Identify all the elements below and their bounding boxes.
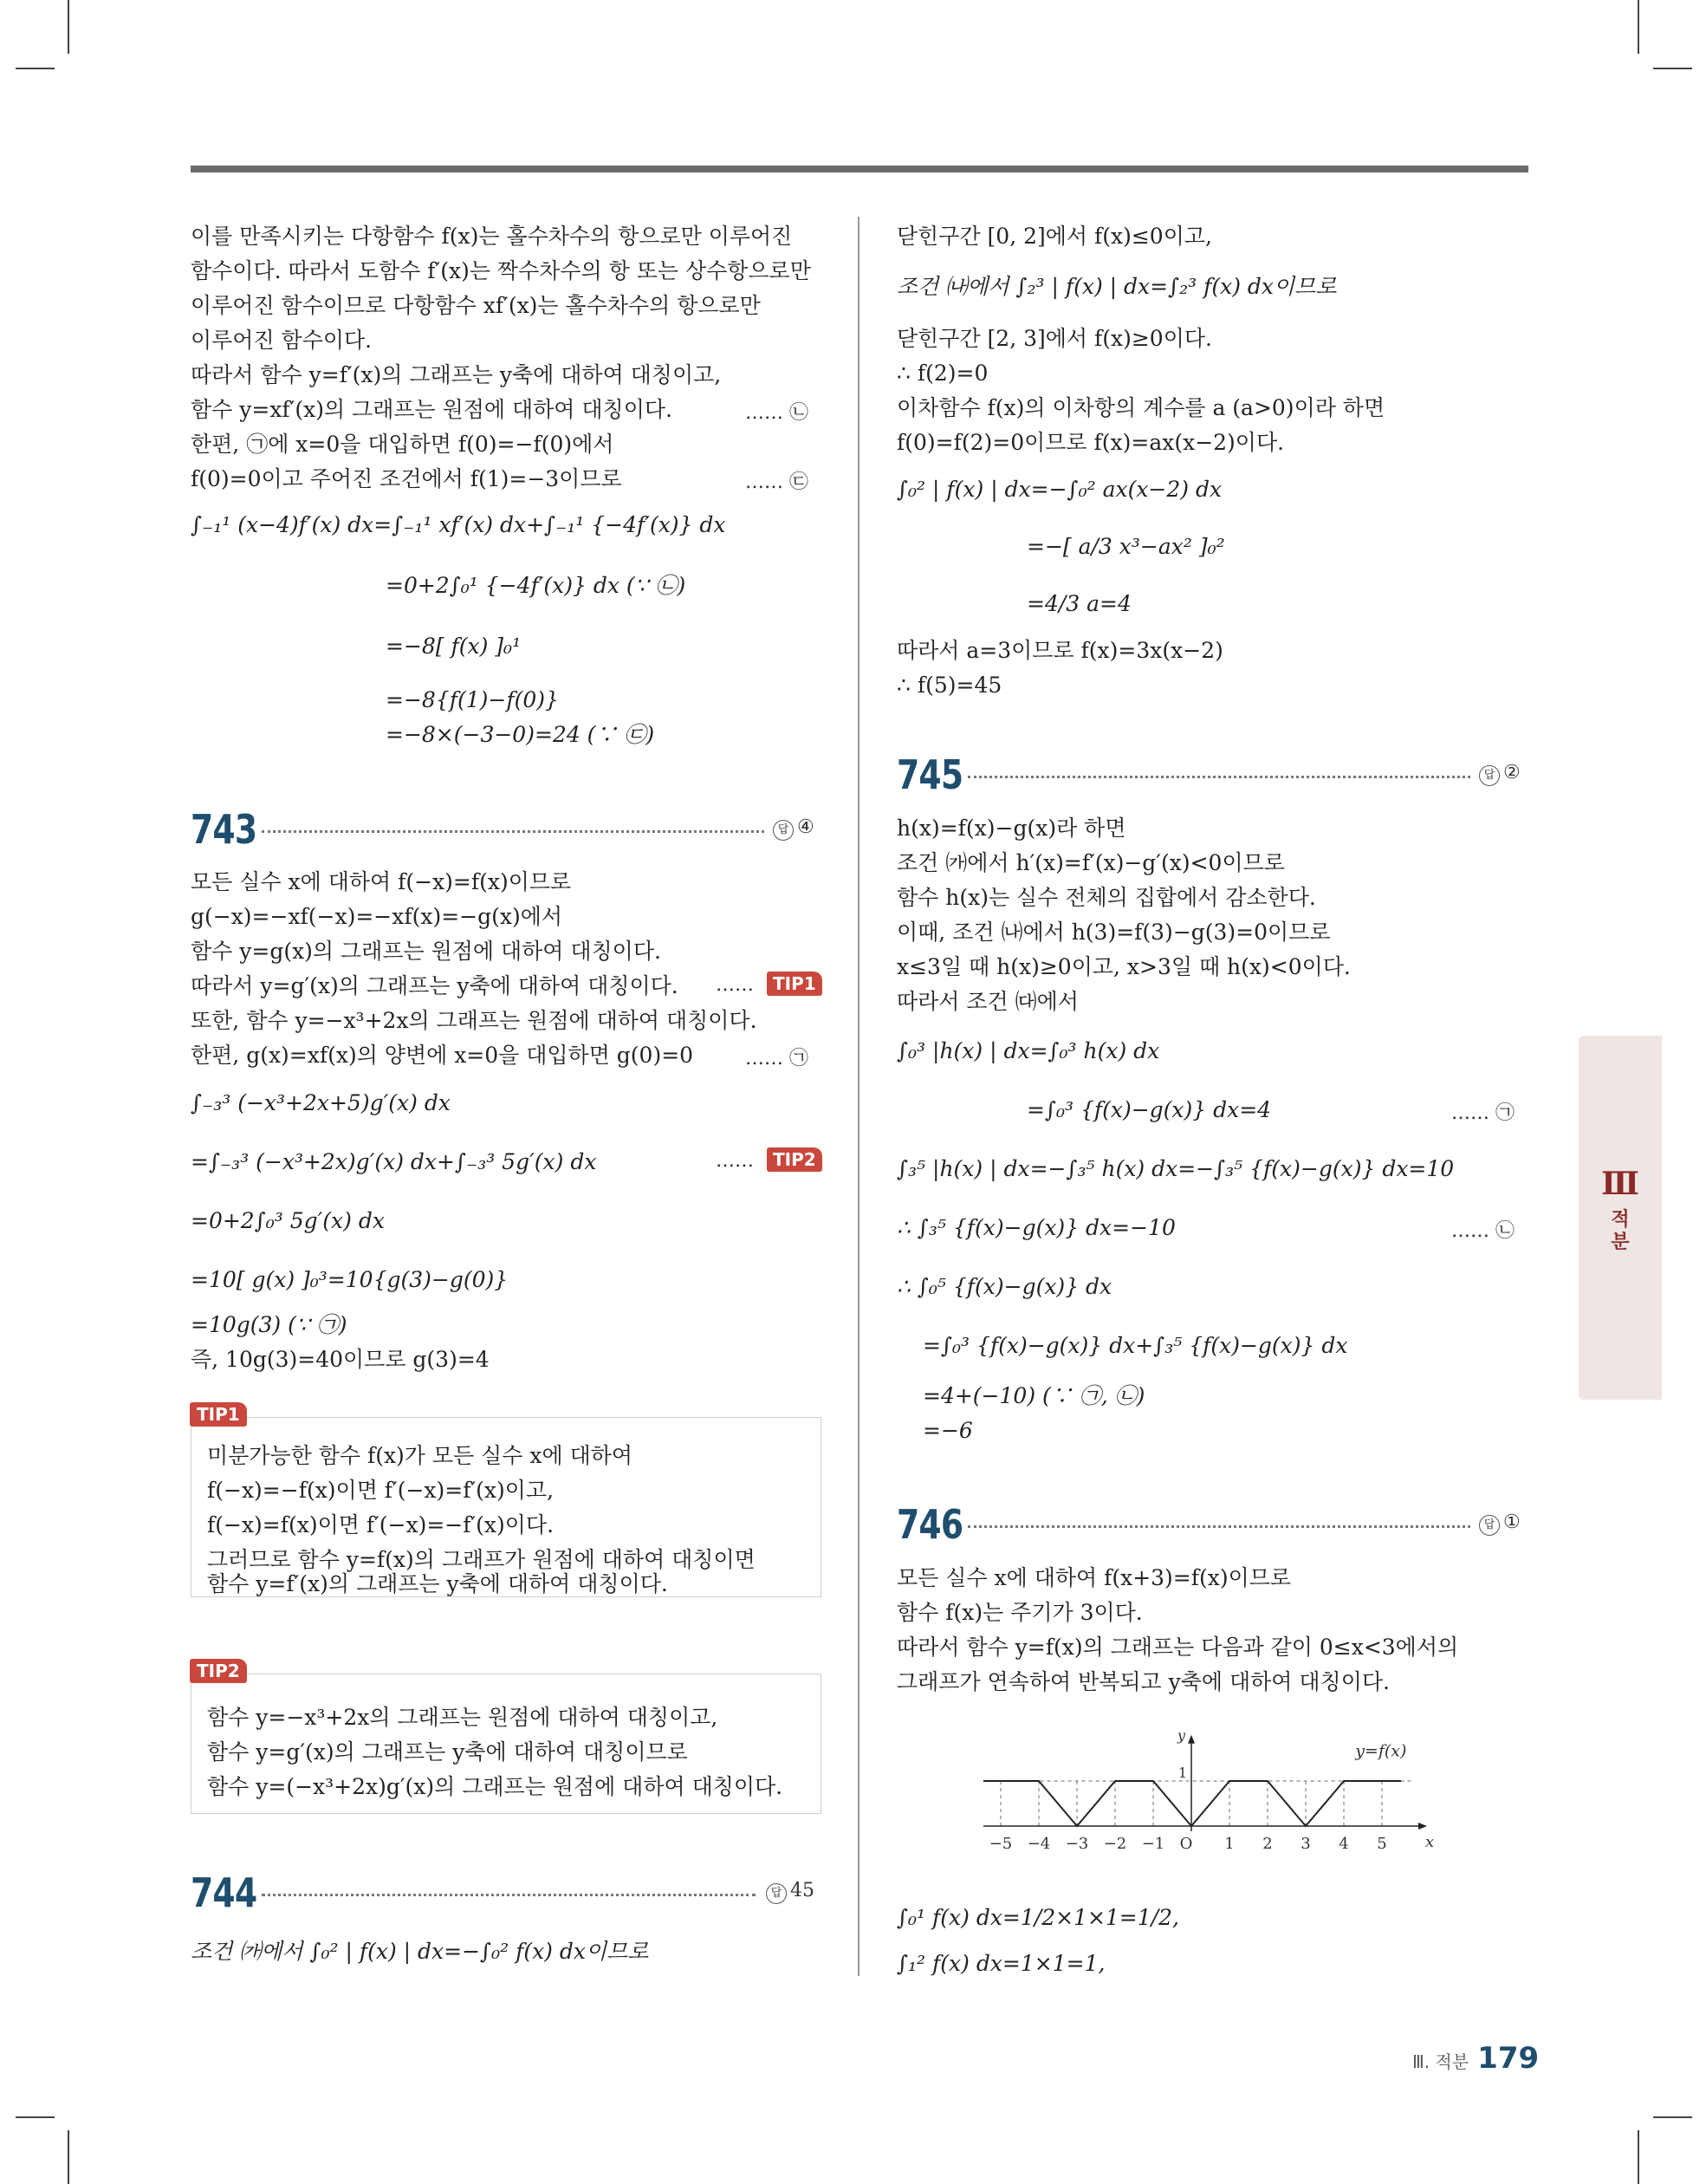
text-line: ∴ f(5)=45 — [897, 673, 1002, 698]
text-line: 함수이다. 따라서 도함수 f′(x)는 짝수차수의 항 또는 상수항으로만 — [191, 258, 811, 283]
text-line: 이차함수 f(x)의 이차항의 계수를 a (a>0)이라 하면 — [897, 395, 1385, 420]
tip1-tag: TIP1 — [190, 1402, 247, 1427]
equation: =4+(−10) (∵ ㉠, ㉡) — [923, 1383, 1145, 1408]
ref-mark: …… ㉠ — [1451, 1102, 1515, 1124]
equation: =∫₀³ {f(x)−g(x)} dx=4 — [1027, 1097, 1272, 1122]
answer-label — [1479, 762, 1521, 786]
question-header-743 — [191, 806, 823, 853]
question-header-744 — [191, 1869, 823, 1916]
answer-label — [1479, 1511, 1521, 1536]
text-line: 또한, 함수 y=−x³+2x의 그래프는 원점에 대하여 대칭이다. — [191, 1008, 757, 1033]
text-line: ∴ f(2)=0 — [897, 361, 989, 386]
x-tick-label: O — [1179, 1835, 1193, 1853]
crop-mark — [1653, 2116, 1692, 2118]
curve-line — [983, 1781, 1401, 1826]
equation: =10g(3) (∵ ㉠) — [191, 1312, 347, 1337]
text-line: 따라서 함수 y=f′(x)의 그래프는 y축에 대하여 대칭이고, — [191, 362, 722, 387]
answer-value: ④ — [797, 816, 814, 838]
text-line: 그래프가 연속하여 반복되고 y축에 대하여 대칭이다. — [897, 1669, 1390, 1694]
x-tick-label: 1 — [1224, 1835, 1235, 1853]
chapter-side-tab — [1579, 1036, 1662, 1400]
text-line: 함수 y=g(x)의 그래프는 원점에 대하여 대칭이다. — [191, 939, 661, 964]
graph-labels — [989, 1727, 1434, 1853]
text-line: 따라서 함수 y=f(x)의 그래프는 다음과 같이 0≤x<3에서의 — [897, 1635, 1459, 1660]
equation: ∫₋₃³ (−x³+2x+5)g′(x) dx — [191, 1090, 451, 1115]
equation: ∫₀² | f(x) | dx=−∫₀² ax(x−2) dx — [897, 477, 1223, 502]
ref-mark: …… — [716, 974, 754, 996]
equation: =∫₀³ {f(x)−g(x)} dx+∫₃⁵ {f(x)−g(x)} dx — [923, 1333, 1348, 1358]
footer-section: Ⅲ. 적분 — [1412, 2051, 1469, 2072]
equation: 조건 ㈎에서 ∫₀² | f(x) | dx=−∫₀² f(x) dx이므로 — [191, 1939, 649, 1964]
periodic-function-graph — [983, 1712, 1486, 1885]
crop-mark — [16, 2116, 55, 2118]
question-number: 744 — [191, 1869, 257, 1916]
page-footer — [1412, 2041, 1540, 2076]
text-line: 함수 f(x)는 주기가 3이다. — [897, 1600, 1143, 1625]
tip-line: f(−x)=−f(x)이면 f′(−x)=f′(x)이고, — [207, 1478, 555, 1503]
text-line: 이루어진 함수이다. — [191, 328, 373, 353]
tip-line: 그러므로 함수 y=f(x)의 그래프가 원점에 대하여 대칭이면 — [207, 1547, 756, 1572]
ref-mark: …… — [716, 1150, 754, 1172]
tip2-tag: TIP2 — [190, 1659, 247, 1683]
text-line: 따라서 조건 ㈐에서 — [897, 989, 1079, 1014]
x-tick-label: −5 — [989, 1835, 1013, 1853]
equation: ∫₃⁵ |h(x) | dx=−∫₃⁵ h(x) dx=−∫₃⁵ {f(x)−g(x)} dx=10 — [897, 1156, 1455, 1181]
ref-mark: …… ㉠ — [745, 1048, 808, 1069]
text-line: 한편, ㉠에 x=0을 대입하면 f(0)=−f(0)에서 — [191, 432, 614, 457]
equation: =10[ g(x) ]₀³=10{g(3)−g(0)} — [191, 1267, 509, 1292]
tip-line: 함수 y=g′(x)의 그래프는 y축에 대하여 대칭이므로 — [207, 1739, 688, 1765]
equation: ∫₁² f(x) dx=1×1=1, — [897, 1951, 1106, 1976]
x-tick-label: −1 — [1141, 1835, 1165, 1853]
equation: =∫₋₃³ (−x³+2x)g′(x) dx+∫₋₃³ 5g′(x) dx — [191, 1149, 597, 1174]
equation: =−8[ f(x) ]₀¹ — [386, 634, 522, 659]
tip1-box — [191, 1404, 821, 1597]
answer-icon: 답 — [766, 1883, 787, 1904]
equation: =−[ a/3 x³−ax² ]₀² — [1027, 534, 1225, 559]
text-line: 함수 h(x)는 실수 전체의 집합에서 감소한다. — [897, 885, 1316, 910]
equation: ∫₀³ |h(x) | dx=∫₀³ h(x) dx — [897, 1038, 1160, 1063]
answer-label — [773, 816, 814, 841]
x-tick-label: 5 — [1377, 1835, 1387, 1853]
y-axis-label: y — [1177, 1726, 1186, 1744]
question-header-746 — [897, 1501, 1529, 1548]
text-line: 따라서 y=g′(x)의 그래프는 y축에 대하여 대칭이다. — [191, 973, 678, 998]
text-line: 한편, g(x)=xf(x)의 양변에 x=0을 대입하면 g(0)=0 — [191, 1043, 694, 1068]
text-line: 이때, 조건 ㈏에서 h(3)=f(3)−g(3)=0이므로 — [897, 920, 1331, 945]
text-line: f(0)=f(2)=0이므로 f(x)=ax(x−2)이다. — [897, 430, 1285, 455]
tip-line: 미분가능한 함수 f(x)가 모든 실수 x에 대하여 — [207, 1443, 633, 1468]
question-number: 745 — [897, 751, 963, 798]
chapter-name: 적 분 — [1611, 1209, 1630, 1253]
ref-mark: …… ㉡ — [1451, 1220, 1515, 1242]
x-tick-label: 4 — [1339, 1835, 1349, 1853]
x-tick-label: 3 — [1301, 1835, 1311, 1853]
text-line: 이를 만족시키는 다항함수 f(x)는 홀수차수의 항으로만 이루어진 — [191, 224, 793, 249]
equation: =−8{f(1)−f(0)} — [386, 687, 559, 712]
text-line: 따라서 a=3이므로 f(x)=3x(x−2) — [897, 638, 1223, 663]
crop-mark — [1638, 0, 1639, 54]
equation: =−6 — [923, 1418, 973, 1443]
leader-dots — [262, 830, 764, 833]
equation: =4/3 a=4 — [1027, 591, 1132, 616]
question-header-745 — [897, 751, 1529, 798]
answer-icon: 답 — [1479, 765, 1500, 786]
leader-dots — [968, 1525, 1470, 1528]
question-number: 746 — [897, 1501, 963, 1548]
text-line: h(x)=f(x)−g(x)라 하면 — [897, 816, 1126, 841]
page-number: 179 — [1477, 2041, 1540, 2076]
crop-mark — [68, 0, 69, 54]
equation: =0+2∫₀¹ {−4f′(x)} dx (∵ ㉡) — [386, 573, 686, 598]
text-line: 이루어진 함수이므로 다항함수 xf′(x)는 홀수차수의 항으로만 — [191, 293, 761, 318]
text-line: 조건 ㈎에서 h′(x)=f′(x)−g′(x)<0이므로 — [897, 850, 1285, 875]
question-number: 743 — [191, 806, 257, 853]
y-axis-arrow — [1188, 1735, 1195, 1744]
tip2-box — [191, 1661, 821, 1814]
x-tick-label: −2 — [1103, 1835, 1127, 1853]
answer-value: 45 — [790, 1880, 814, 1901]
header-rule — [191, 166, 1528, 172]
crop-mark — [68, 2130, 69, 2184]
tip-line: 함수 y=−x³+2x의 그래프는 원점에 대하여 대칭이고, — [207, 1705, 718, 1730]
equation: ∫₀¹ f(x) dx=1/2×1×1=1/2, — [897, 1905, 1179, 1930]
equation: ∴ ∫₃⁵ {f(x)−g(x)} dx=−10 — [897, 1215, 1176, 1240]
x-axis-label: x — [1425, 1833, 1435, 1851]
answer-value: ② — [1503, 762, 1521, 783]
text-line: 모든 실수 x에 대하여 f(x+3)=f(x)이므로 — [897, 1565, 1292, 1590]
crop-mark — [1653, 68, 1692, 69]
y-tick-label: 1 — [1177, 1765, 1188, 1781]
leader-dots — [968, 776, 1470, 778]
answer-icon: 답 — [1479, 1515, 1500, 1536]
ref-mark: …… ㉡ — [745, 402, 808, 424]
answer-value: ① — [1503, 1511, 1521, 1533]
tip-marker: TIP2 — [767, 1147, 822, 1172]
text-line: 닫힌구간 [2, 3]에서 f(x)≥0이다. — [897, 326, 1212, 351]
graph-curve-group — [983, 1781, 1401, 1826]
text-line: 함수 y=xf′(x)의 그래프는 원점에 대하여 대칭이다. — [191, 397, 672, 422]
tip-marker: TIP1 — [767, 972, 822, 996]
equation: =−8×(−3−0)=24 (∵ ㉢) — [386, 722, 655, 747]
answer-icon: 답 — [773, 820, 794, 841]
x-axis-arrow — [1418, 1823, 1427, 1830]
text-line: f(0)=0이고 주어진 조건에서 f(1)=−3이므로 — [191, 466, 622, 491]
crop-mark — [16, 68, 55, 69]
equation: ∴ ∫₀⁵ {f(x)−g(x)} dx — [897, 1274, 1112, 1299]
x-tick-label: 2 — [1262, 1835, 1273, 1853]
ref-mark: …… ㉢ — [745, 471, 808, 493]
column-divider — [858, 217, 859, 1976]
text-line: 닫힌구간 [0, 2]에서 f(x)≤0이고, — [897, 224, 1212, 249]
equation: 조건 ㈏에서 ∫₂³ | f(x) | dx=∫₂³ f(x) dx이므로 — [897, 274, 1337, 299]
text-line: 모든 실수 x에 대하여 f(−x)=f(x)이므로 — [191, 869, 572, 894]
crop-mark — [1638, 2130, 1639, 2184]
x-tick-label: −4 — [1027, 1835, 1051, 1853]
tip-line: 함수 y=f′(x)의 그래프는 y축에 대하여 대칭이다. — [207, 1571, 668, 1596]
tip-line: 함수 y=(−x³+2x)g′(x)의 그래프는 원점에 대하여 대칭이다. — [207, 1774, 783, 1799]
x-tick-label: −3 — [1065, 1835, 1089, 1853]
chapter-roman: Ⅲ — [1601, 1166, 1639, 1202]
tip-line: f(−x)=f(x)이면 f′(−x)=−f′(x)이다. — [207, 1512, 555, 1537]
text-line: g(−x)=−xf(−x)=−xf(x)=−g(x)에서 — [191, 904, 563, 929]
curve-label: y=f(x) — [1355, 1741, 1407, 1761]
answer-label — [766, 1880, 814, 1904]
equation: ∫₋₁¹ (x−4)f′(x) dx=∫₋₁¹ xf′(x) dx+∫₋₁¹ {−4f′(x)} dx — [191, 512, 726, 537]
leader-dots — [262, 1894, 756, 1896]
text-line: 즉, 10g(3)=40이므로 g(3)=4 — [191, 1347, 490, 1372]
text-line: x≤3일 때 h(x)≥0이고, x>3일 때 h(x)<0이다. — [897, 954, 1351, 979]
equation: =0+2∫₀³ 5g′(x) dx — [191, 1208, 385, 1233]
